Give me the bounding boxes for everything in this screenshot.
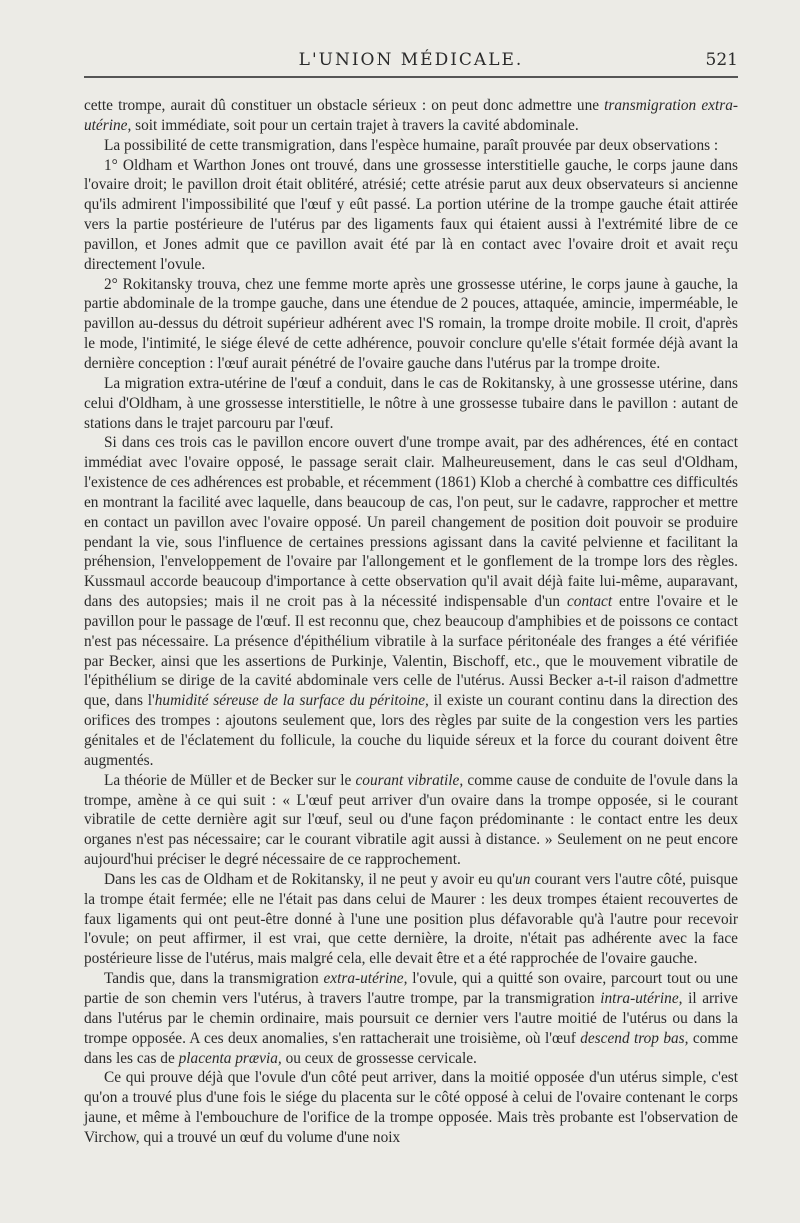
italic-text: contact — [566, 593, 613, 611]
text-run: ou ceux de grossesse cervicale. — [281, 1049, 477, 1067]
italic-text: humidité séreuse de la surface du péritoine, — [154, 692, 429, 710]
paragraph — [84, 156, 738, 275]
text-run: Si dans ces trois cas le pavillon encore ouvert d'une trompe avait, par des adhérences, été en contact immédiat avec l'ovaire opposé, le passage serait clair. Malheureusement, dans le cas seul d'Oldham, l'existence de ces adhérences est probable, et récemment (1861) Klob a cherché à combattre ces difficultés en montrant la facilité avec laquelle, dans beaucoup de cas, l'on peut, sur le cadavre, rapprocher et mettre en contact un pavillon avec l'ovaire opposé. Un pareil changement de position doit pouvoir se produire pendant la vie, sous l'influence de certaines pressions agissant dans la cavité pelvienne et facilitant la préhension, l'enveloppement de l'ovaire par l'allongement et le gonflement de la trompe lors des règles. Kussmaul accorde beaucoup d'importance à cette observation qu'il avait déjà faite lui-même, auparavant, dans des autopsies; mais il ne croit pas à la nécessité indispensable d'un — [84, 434, 738, 611]
text-run: Dans les cas de Oldham et de Rokitansky, il ne peut y avoir eu qu' — [104, 870, 516, 888]
italic-text: placenta prævia, — [178, 1049, 282, 1067]
text-run: soit immédiate, soit pour un certain trajet à travers la cavité abdominale. — [131, 116, 579, 134]
text-run: il existe un courant continu dans la direction des orifices des trompes : ajoutons seulement que, lors des règles par suite de la congestion vers les parties génitales et de l'éclatement du follicule, la couche du liquide séreux et la force du courant doivent être augmentés. — [84, 692, 738, 769]
italic-text: extra-utérine, — [323, 970, 408, 988]
text-run: l'ovule, qui a quitté son ovaire, parcourt tout ou une partie de son chemin vers l'utérus, à travers l'autre trompe, par la transmigration — [84, 970, 738, 1007]
text-run: La migration extra-utérine de l'œuf a conduit, dans le cas de Rokitansky, à une grossesse utérine, dans celui d'Oldham, à une grossesse interstitielle, le nôtre à une grossesse tubaire dans le pavillon : autant de stations dans le trajet parcouru par l'œuf. — [84, 374, 738, 432]
paragraph — [84, 1068, 738, 1147]
text-run: La possibilité de cette transmigration, dans l'espèce humaine, paraît prouvée par deux observations : — [104, 136, 719, 154]
italic-text: intra-utérine, — [600, 989, 683, 1007]
italic-text: un — [515, 870, 531, 888]
running-header — [84, 0, 738, 78]
italic-text: descend trop bas, — [580, 1029, 689, 1047]
text-run: Tandis que, dans la transmigration — [104, 970, 324, 988]
italic-text: transmigration extra-utérine, — [84, 97, 738, 134]
paragraph — [84, 275, 738, 374]
text-run: La théorie de Müller et de Becker sur le — [104, 771, 356, 789]
text-run: 1° Oldham et Warthon Jones ont trouvé, dans une grossesse interstitielle gauche, le corps jaune dans l'ovaire droit; le pavillon droit était oblitéré, atrésié; cette atrésie parut aux deux observateurs si ancienne qu'ils admirent l'impossibilité que l'œuf y eût passé. La portion utérine de la trompe gauche était attirée vers la partie postérieure de l'utérus par des ligaments faux qui étaient aussi à l'extrémité libre de ce pavillon, et Jones admit que ce pavillon avait été par là en contact avec l'ovaire droit et avait reçu directement l'ovule. — [84, 156, 738, 273]
paragraph — [84, 771, 738, 870]
paragraph — [84, 969, 738, 1068]
paragraph — [84, 870, 738, 969]
paragraph — [84, 136, 738, 156]
italic-text: courant vibratile, — [355, 771, 464, 789]
text-run: cette trompe, aurait dû constituer un obstacle sérieux : on peut donc admettre une — [84, 97, 605, 114]
journal-title: L'UNION MÉDICALE. — [298, 50, 524, 70]
paragraph — [84, 96, 738, 136]
paragraph — [84, 374, 738, 434]
text-run: courant vers l'autre côté, puisque la trompe était fermée; elle ne l'était pas dans celui de Maurer : les deux trompes étaient recouvertes de faux ligaments qui ont peut-être donné à l'une une position plus défavorable qu'à l'autre pour recevoir l'ovule; on peut affirmer, il est vrai, que cette dernière, la droite, n'était pas adhérente avec la face postérieure lisse de l'utérus, mais malgré cela, elle devait être et a été rapprochée de l'ovaire gauche. — [84, 870, 738, 968]
text-run: comme dans les cas de — [84, 1029, 739, 1067]
text-run: comme cause de conduite de l'ovule dans la trompe, amène à ce qui suit : « L'œuf peut arriver d'un ovaire dans la trompe opposée, si le courant vibratile de cette dernière agit sur l'œuf, seul ou d'une façon prédominante : le contact entre les deux organes n'est pas nécessaire; car le courant vibratile agit aussi à distance. » Seulement on ne peut encore aujourd'hui préciser le degré nécessaire de ce rapprochement. — [84, 771, 738, 869]
page-number: 521 — [705, 50, 738, 70]
text-run: il arrive dans l'utérus par le chemin ordinaire, mais poursuit ce dernier vers l'autre moitié de l'utérus ou dans la trompe opposée. A ces deux anomalies, s'en rattacherait une troisième, où l'œuf — [84, 989, 738, 1047]
text-run: entre l'ovaire et le pavillon pour le passage de l'œuf. Il est reconnu que, chez beaucoup d'amphibies et de poissons ce contact n'est pas nécessaire. La présence d'épithélium vibratile à la surface péritonéale des franges a été vérifiée par Becker, ainsi que les assertions de Purkinje, Valentin, Bischoff, etc., que le mouvement vibratile de l'épithélium se dirige de la cavité abdominale vers celle de l'utérus. Aussi Becker a-t-il raison d'admettre que, dans l' — [84, 593, 738, 710]
article-body — [84, 96, 738, 1148]
text-run: 2° Rokitansky trouva, chez une femme morte après une grossesse utérine, le corps jaune à gauche, la partie abdominale de la trompe gauche, dans une étendue de 2 pouces, attaquée, amincie, imperméable, le pavillon au-dessus du détroit supérieur adhérent avec l'S romain, la trompe droite mobile. Il croit, d'après le mode, l'intimité, le siége élevé de cette adhérence, pouvoir conclure qu'elle s'était formée déjà avant la dernière conception : l'œuf aurait pénétré de l'ovaire gauche dans l'utérus par la trompe droite. — [84, 275, 738, 372]
paragraph — [84, 433, 738, 770]
text-run: Ce qui prouve déjà que l'ovule d'un côté peut arriver, dans la moitié opposée d'un utérus simple, c'est qu'on a trouvé plus d'une fois le siége du placenta sur le côté opposé à celui de l'ovaire contenant le corps jaune, et même à l'embouchure de l'orifice de la trompe opposée. Mais très probante est l'observation de Virchow, qui a trouvé un œuf du volume d'une noix — [84, 1069, 738, 1146]
